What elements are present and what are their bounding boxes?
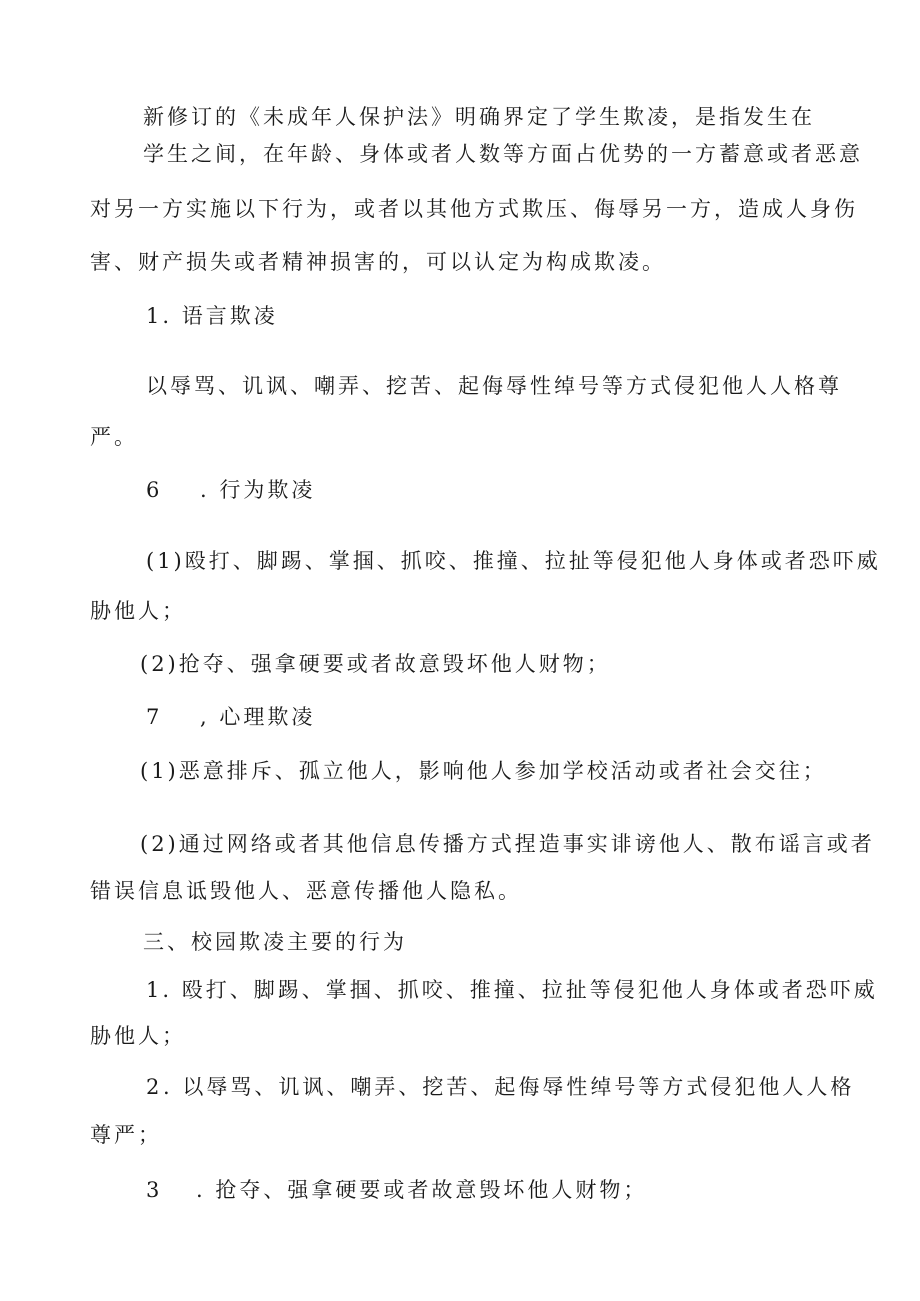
section-heading: 1. 语言欺凌: [146, 304, 278, 328]
paragraph-line: 学生之间，在年龄、身体或者人数等方面占优势的一方蓄意或者恶意: [143, 142, 863, 166]
section-heading: , 心理欺凌: [200, 705, 316, 729]
list-item: 1. 殴打、脚踢、掌掴、抓咬、推撞、拉扯等侵犯他人身体或者恐吓威: [146, 978, 878, 1002]
list-item: (2)抢夺、强拿硬要或者故意毁坏他人财物；: [140, 652, 611, 676]
list-item: (1)殴打、脚踢、掌掴、抓咬、推撞、拉扯等侵犯他人身体或者恐吓威: [146, 549, 881, 573]
list-item: (1)恶意排斥、孤立他人，影响他人参加学校活动或者社会交往；: [140, 759, 827, 783]
list-item: . 抢夺、强拿硬要或者故意毁坏他人财物；: [196, 1178, 648, 1202]
paragraph-line: 胁他人；: [90, 1024, 186, 1048]
paragraph-line: 害、财产损失或者精神损害的，可以认定为构成欺凌。: [90, 250, 666, 274]
section-heading: . 行为欺凌: [200, 478, 316, 502]
list-number: 2: [146, 1075, 160, 1099]
paragraph-line: 错误信息诋毁他人、恶意传播他人隐私。: [90, 879, 522, 903]
list-item: . 以辱骂、讥讽、嘲弄、挖苦、起侮辱性绰号等方式侵犯他人人格: [163, 1075, 855, 1099]
section-number: 6: [146, 478, 160, 502]
paragraph-line: 尊严；: [90, 1123, 162, 1147]
paragraph-line: 严。: [90, 425, 138, 449]
list-number: 3: [146, 1178, 160, 1202]
paragraph-line: 新修订的《未成年人保护法》明确界定了学生欺凌，是指发生在: [143, 105, 815, 129]
paragraph-line: 以辱骂、讥讽、嘲弄、挖苦、起侮辱性绰号等方式侵犯他人人格尊: [146, 374, 842, 398]
section-number: 7: [146, 705, 160, 729]
section-heading: 三、校园欺凌主要的行为: [143, 930, 407, 954]
paragraph-line: 胁他人；: [90, 599, 186, 623]
list-item: (2)通过网络或者其他信息传播方式捏造事实诽谤他人、散布谣言或者: [140, 832, 875, 856]
paragraph-line: 对另一方实施以下行为，或者以其他方式欺压、侮辱另一方，造成人身伤: [90, 197, 858, 221]
